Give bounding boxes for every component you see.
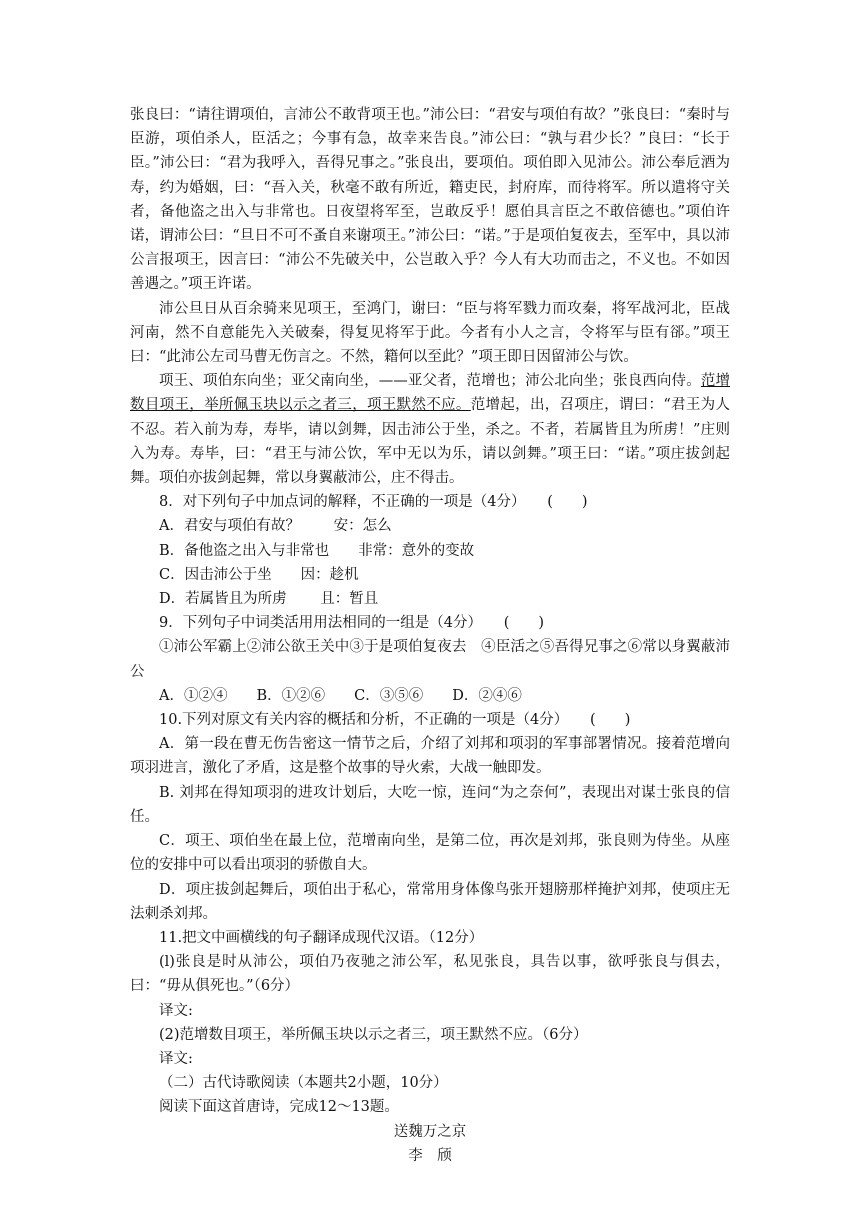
passage-paragraph-3-rest: 范增起，出，召项庄，谓曰：“君王为人不忍。若入前为寿，寿毕，请以剑舞，因击沛公于坐，杀之。不者，若属皆且为所虏！”庄则入为寿。寿毕，曰：“君王与沛公饮，军中无以为乐，请以剑舞。”项王曰：“诺。”项庄拔剑起舞。项伯亦拔剑起舞，常以身翼蔽沛公，庄不得击。 xyxy=(130,397,730,487)
passage-paragraph-2: 沛公旦日从百余骑来见项王，至鸿门，谢曰：“臣与将军戮力而攻秦，将军战河北，臣战河南，然不自意能先入关破秦，得复见将军于此。今者有小人之言，令将军与臣有郤。”项王曰：“此沛公左司马曹无伤言之。不然，籍何以至此？”项王即日因留沛公与饮。 xyxy=(130,300,730,366)
page-content xyxy=(130,103,730,1168)
question-8-option-a: A．君安与项伯有故？ 安：怎么 xyxy=(159,518,392,535)
question-11-translation-label-2: 译文: xyxy=(159,1050,193,1067)
question-9-sentences: ①沛公军霸上②沛公欲王关中③于是项伯复夜去 ④臣活之⑤吾得兄事之⑥常以身翼蔽沛公 xyxy=(130,639,730,680)
passage-paragraph-1: 张良曰：“请往谓项伯，言沛公不敢背项王也。”沛公曰：“君安与项伯有故？”张良曰：“秦时与臣游，项伯杀人，臣活之；今事有急，故幸来告良。”沛公曰：“孰与君少长？”良曰：“长于臣。”沛公曰：“君为我呼入，吾得兄事之。”张良出，要项伯。项伯即入见沛公。沛公奉卮酒为寿，约为婚姻，曰：“吾入关，秋毫不敢有所近，籍吏民，封府库，而待将军。所以遣将守关者，备他盗之出入与非常也。日夜望将军至，岂敢反乎！愿伯具言臣之不敢倍德也。”项伯许诺，谓沛公曰：“旦日不可不蚤自来谢项王。”沛公曰：“诺。”于是项伯复夜去，至军中，具以沛公言报项王，因言曰：“沛公不先破关中，公岂敢入乎？今人有大功而击之，不义也。不如因善遇之。”项王许诺。 xyxy=(130,107,730,293)
question-10-option-a: A．第一段在曹无伤告密这一情节之后，介绍了刘邦和项羽的军事部署情况。接着范增向项羽进言，激化了矛盾，这是整个故事的导火索，大战一触即发。 xyxy=(130,736,730,777)
question-10-option-b: B. 刘邦在得知项羽的进攻计划后，大吃一惊，连问“为之奈何”，表现出对谋士张良的信任。 xyxy=(130,784,730,825)
question-9-stem: 9．下列句子中词类活用用法相同的一组是（4分） ( ) xyxy=(159,615,545,632)
poem-title: 送魏万之京 xyxy=(393,1123,467,1140)
question-11-stem: 11.把文中画横线的句子翻译成现代汉语。（12分） xyxy=(159,929,484,946)
question-8-option-d: D．若属皆且为所虏 且：暂且 xyxy=(159,591,379,608)
section-2-heading: （二）古代诗歌阅读（本题共2小题，10分） xyxy=(159,1075,448,1092)
question-8-option-b: B．备他盗之出入与非常也 非常：意外的变故 xyxy=(159,542,475,559)
question-10-stem: 10.下列对原文有关内容的概括和分析，不正确的一项是（4分） ( ) xyxy=(159,712,631,729)
question-9-options: A．①②④ B．①②⑥ C．③⑤⑥ D．②④⑥ xyxy=(159,687,522,704)
question-8-option-c: C．因击沛公于坐 因：趁机 xyxy=(159,566,359,583)
passage-paragraph-3 xyxy=(130,369,730,490)
question-10-option-d: D．项庄拔剑起舞后，项伯出于私心，常常用身体像鸟张开翅膀那样掩护刘邦，使项庄无法刺杀刘邦。 xyxy=(130,881,730,922)
passage-paragraph-3-start: 项王、项伯东向坐；亚父南向坐，——亚父者，范增也；沛公北向坐；张良西向侍。 xyxy=(159,373,701,390)
question-11-sentence-2: (2)范增数目项王，举所佩玉块以示之者三，项王默然不应。（6分） xyxy=(159,1026,588,1043)
question-10-option-c: C．项王、项伯坐在最上位，范增南向坐，是第二位，再次是刘邦，张良则为侍坐。从座位的安排中可以看出项羽的骄傲自大。 xyxy=(130,833,730,874)
poem-author: 李 颀 xyxy=(408,1147,452,1164)
underlined-sentence: 范增数目项王，举所佩玉块以示之者三，项王默然不应。 xyxy=(130,373,731,414)
question-8-stem: 8．对下列句子中加点词的解释，不正确的一项是（4分） ( ) xyxy=(159,494,588,511)
section-2-intro: 阅读下面这首唐诗，完成12～13题。 xyxy=(159,1099,399,1116)
question-11-translation-label-1: 译文: xyxy=(159,1002,193,1019)
question-11-sentence-1: (l)张良是时从沛公，项伯乃夜驰之沛公军，私见张良，具告以事，欲呼张良与俱去，曰：“毋从俱死也。”（6分） xyxy=(130,954,730,995)
